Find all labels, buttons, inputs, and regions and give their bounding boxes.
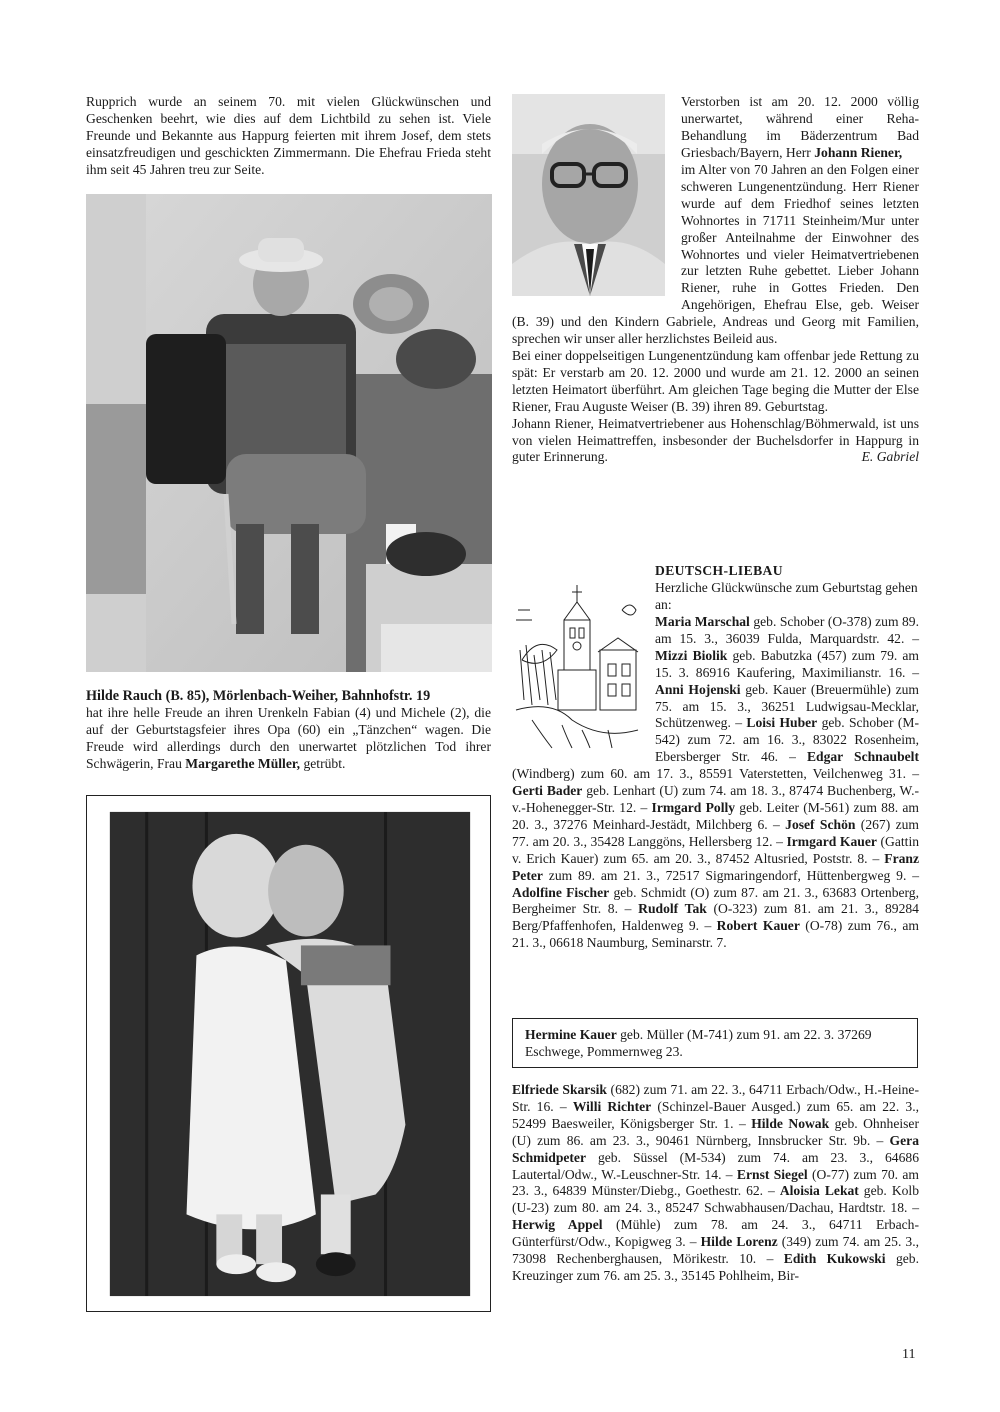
birthday-details: zum 89. am 21. 3., 72517 Sigmaringendorf, Hüttenbergweg 9. – (542, 867, 919, 883)
obituary-text-main (512, 162, 919, 466)
caption-text: hat ihre helle Freude an ihren Urenkeln Fabian (4) und Michele (2), die auf der Geburtstagsfeier ihres Opa (60) ein „Tänzchen“ wagen. Die Freude wird allerdings durch den unerwartet plötzlichen Tod ihrer Schwägerin, Frau (86, 704, 491, 771)
birthday-name: Gera Schmidpeter (512, 1132, 919, 1165)
birthday-details: (682) zum 71. am 22. 3., 64711 Erbach/Odw., H.-Heine-Str. 16. – (512, 1082, 919, 1114)
birthday-name: Irmgard Kauer (786, 833, 877, 849)
birthday-details: geb. Ohnheiser (U) zum 86. am 23. 3., 90461 Nürnberg, Innsbrucker Str. 9b. – (512, 1115, 919, 1148)
birthday-name: Hilde Lorenz (700, 1234, 778, 1250)
birthday-details: (267) zum 77. am 20. 3., 35428 Langgöns, Hellersberg 12. – (512, 816, 919, 849)
birthday-name: Rudolf Tak (638, 901, 707, 917)
box-name: Hermine Kauer (525, 1027, 617, 1042)
caption-name: Hilde Rauch (B. 85), Mörlenbach-Weiher, Bahnhofstr. 19 (86, 688, 431, 704)
birthday-name: Hilde Nowak (751, 1115, 830, 1131)
birthday-name: Ernst Siegel (736, 1166, 808, 1182)
obituary-part-2: im Alter von 70 Jahren an den Folgen einer schweren Lungenentzündung. Herr Riener wurde auf dem Friedhof seines letzten Wohnortes in 71711 Steinheim/Mur unter großer Anteilnahme der Einwohner des Wohnortes und vieler Heimatvertriebenen zur letzten Ruhe gebettet. Lieber Johann Riener, ruhe in Gottes Frieden. Den Angehörigen, Ehefrau Else, geb. Weiser (B. 39) und den Kindern Gabriele, Andreas und Georg mit Familien, sprechen wir unser aller herzlichstes Beileid aus. (512, 162, 919, 347)
birthday-name: Willi Richter (572, 1098, 652, 1114)
obituary-part-4: Johann Riener, Heimatvertriebener aus Hohenschlag/Böhmerwald, ist uns von vielen Heimattreffen, insbesonder der Buchelsdorfer in Happurg in guter Erinnerung. (512, 415, 919, 465)
section-intro: Herzliche Glückwünsche zum Geburtstag gehen an: (655, 579, 918, 612)
box-text: geb. Müller (M-741) zum 91. am 22. 3. 37269 Eschwege, Pommernweg 23. (525, 1027, 872, 1059)
birthday-name: Franz Peter (512, 850, 919, 883)
birthday-details: (O-78) zum 76., am 21. 3., 06618 Naumburg, Seminarstr. 7. (512, 918, 919, 951)
section-header-block (655, 563, 919, 614)
birthday-details: geb. Kreuzinger zum 76. am 25. 3., 35145 Pohlheim, Bir- (512, 1251, 919, 1283)
photo-caption-hilde-rauch (86, 688, 491, 773)
birthday-details: (Gattin v. Erich Kauer) zum 65. am 20. 3., 87452 Altusried, Poststr. 8. – (512, 833, 920, 866)
intro-paragraph: Rupprich wurde an seinem 70. mit vielen Glückwünschen und Geschenken beehrt, wie dies auf dem Lichtbild zu sehen ist. Viele Freunde und Bekannte aus Happurg feierten mit ihrem Josef, dem stets einsatzfreudigen und geschickten Zimmermann. Die Ehefrau Frieda steht ihm seit 45 Jahren treu zur Seite. (86, 94, 491, 177)
obituary-name: Johann Riener, (814, 144, 903, 160)
birthday-details: geb. Leiter (M-561) zum 88. am 20. 3., 37276 Meinhard-Jestädt, Milchberg 6. – (512, 799, 919, 832)
birthday-name: Gerti Bader (512, 783, 583, 799)
birthday-details: geb. Kauer (Breuermühle) zum 75. am 15. 3., 36251 Ludwigsau-Mecklar, Schützenweg. – (655, 681, 920, 731)
birthday-list-2 (512, 1082, 919, 1285)
birthday-name: Adolfine Fischer (512, 884, 610, 900)
obituary-part-1: Verstorben ist am 20. 12. 2000 völlig unerwartet, während einer Reha-Behandlung im Bäderzentrum Bad Griesbach/Bayern, Herr (681, 94, 919, 160)
birthday-name: Josef Schön (785, 816, 856, 832)
section-title: DEUTSCH-LIEBAU (655, 563, 783, 578)
page-number: 11 (902, 1347, 916, 1362)
birthday-name: Anni Hojenski (655, 681, 741, 697)
birthday-details: (Mühle) zum 78. am 24. 3., 64711 Erbach-Günterfürst/Odw., Kopigweg 3. – (512, 1217, 919, 1250)
birthday-name: Maria Marschal (655, 614, 750, 629)
birthday-details: geb. Babutzka (457) zum 79. am 15. 3. 86916 Kaufering, Maximilianstr. 16. – (655, 647, 920, 680)
birthday-name: Mizzi Biolik (655, 647, 728, 663)
birthday-name: Aloisia Lekat (779, 1183, 859, 1199)
birthday-details: geb. Süssel (M-534) zum 74. am 23. 3., 64686 Lautertal/Odw., W.-Leuschner-Str. 14. – (512, 1149, 919, 1182)
birthday-details: (349) zum 74. am 25. 3., 73098 Rechenberghausen, Mörikestr. 10. – (512, 1234, 919, 1267)
birthday-details: geb. Schmidt (O) zum 87. am 21. 3., 63683 Ortenberg, Bergheimer Str. 8. – (512, 884, 920, 917)
birthday-name: Irmgard Polly (651, 799, 736, 815)
birthday-details: geb. Schober (M-542) zum 72. am 16. 3., 83022 Rosenheim, Ebersberger Str. 46. – (655, 715, 919, 765)
photo-man-with-hat (86, 194, 492, 672)
highlight-box-hermine-kauer (512, 1018, 918, 1068)
birthday-name: Robert Kauer (716, 918, 800, 934)
birthday-details: geb. Kolb (U-23) zum 80. am 24. 3., 85247 Schwabhausen/Dachau, Hardtstr. 18. – (512, 1183, 920, 1216)
photo-children-dancing (86, 795, 491, 1312)
obituary-text-side (681, 94, 919, 162)
birthday-details: geb. Schober (O-378) zum 89. am 15. 3., 36039 Fulda, Marquardstr. 42. – (655, 614, 919, 646)
birthday-details: (Schinzel-Bauer Ausged.) zum 65. am 22. 3., 52499 Baesweiler, Königsberger Str. 1. – (512, 1098, 920, 1131)
birthday-details: (O-323) zum 81. am 21. 3., 89284 Berg/Pfaffenhofen, Haldenweg 9. – (512, 901, 919, 934)
birthday-name: Elfriede Skarsik (512, 1082, 607, 1097)
obituary-author: E. Gabriel (861, 449, 919, 465)
birthday-details: (O-77) zum 70. am 23. 3., 64839 Münster/Diebg., Goethestr. 62. – (512, 1166, 919, 1199)
birthday-name: Edgar Schnaubelt (806, 749, 919, 765)
caption-end: getrübt. (303, 755, 346, 771)
birthday-details: geb. Lenhart (U) zum 74. am 18. 3., 87474 Buchenberg, W.-v.-Hohenegger-Str. 12. – (512, 783, 920, 815)
birthday-list-1 (512, 614, 919, 952)
birthday-name: Loisi Huber (746, 715, 818, 731)
obituary-part-3: Bei einer doppelseitigen Lungenentzündung kam offenbar jede Rettung zu spät: Er verstarb am 20. 12. 2000 und wurde am 21. 12. 2000 an seinen letzten Heimatort überführt. Am gleichen Tage beging die Mutter der Else Riener, Frau Auguste Weiser (B. 39) ihren 89. Geburtstag. (512, 347, 919, 414)
caption-deceased-name: Margarethe Müller, (185, 755, 301, 771)
birthday-name: Edith Kukowski (783, 1251, 886, 1267)
birthday-details: (Windberg) zum 60. am 17. 3., 85591 Vaterstetten, Veilchenweg 31. – (512, 766, 919, 782)
birthday-name: Herwig Appel (512, 1217, 603, 1233)
